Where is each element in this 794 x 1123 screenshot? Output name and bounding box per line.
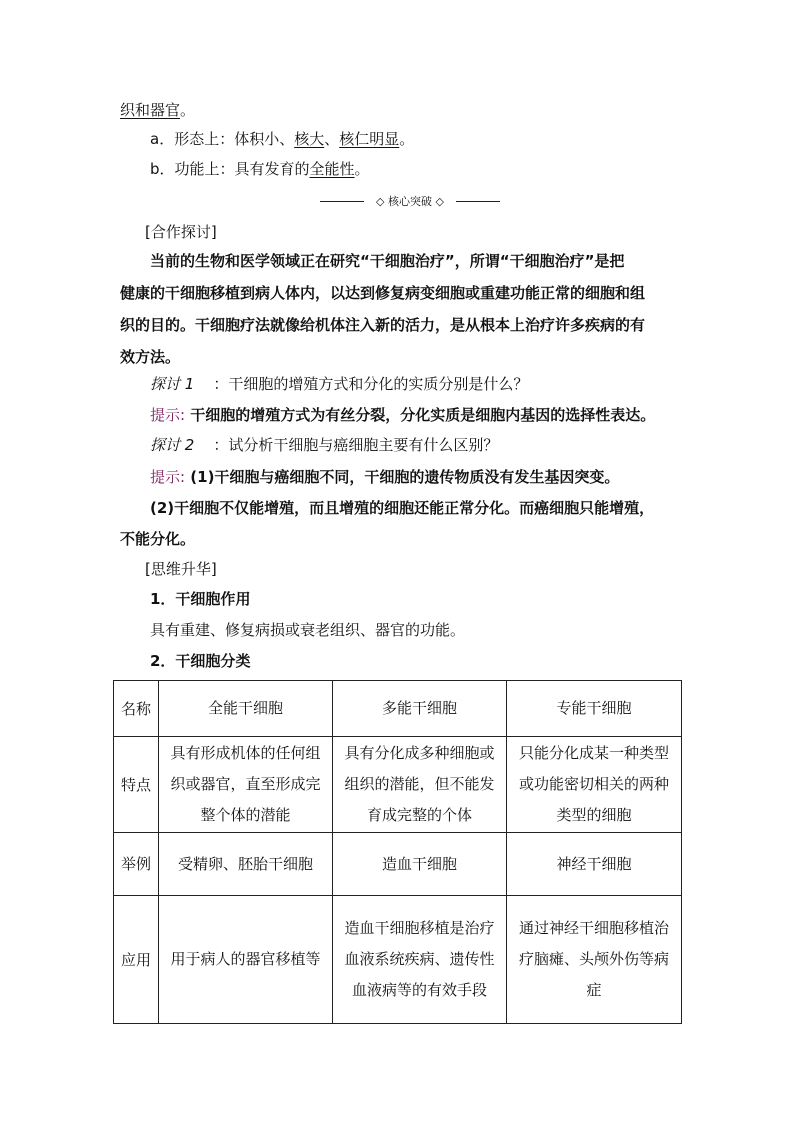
divider-rule-left [320, 201, 364, 202]
answer-2-label: 提示: [150, 468, 186, 486]
table-cell: 通过神经干细胞移植治疗脑瘫、头颅外伤等病症 [507, 896, 682, 1024]
table-cell: 具有形成机体的任何组织或器官，直至形成完整个体的潜能 [159, 737, 333, 833]
question-1-label: 探讨 1 [150, 375, 195, 393]
intro-item-a [150, 127, 414, 151]
intro-a-prefix: a．形态上：体积小、 [150, 130, 295, 148]
answer-2-line-2: (2)干细胞不仅能增殖，而且增殖的细胞还能正常分化。而癌细胞只能增殖， [150, 499, 655, 517]
answer-1 [150, 403, 655, 427]
intro-continuation-end: 。 [180, 101, 196, 119]
divider-rule-right [456, 201, 500, 202]
intro-a-end: 。 [399, 130, 415, 148]
table-header-totipotent: 全能干细胞 [159, 681, 333, 737]
intro-b-end: 。 [354, 160, 370, 178]
answer-2-line-3: 不能分化。 [120, 530, 196, 548]
table-cell: 用于病人的器官移植等 [159, 896, 333, 1024]
intro-continuation [120, 98, 195, 122]
table-cell: 神经干细胞 [507, 833, 682, 896]
table-cell: 受精卵、胚胎干细胞 [159, 833, 333, 896]
discussion-paragraph-line-1: 当前的生物和医学领域正在研究“干细胞治疗”，所谓“干细胞治疗”是把 [150, 252, 625, 270]
question-2-text: ：试分析干细胞与癌细胞主要有什么区别？ [213, 436, 499, 454]
summary-item-1-text: 具有重建、修复病损或衰老组织、器官的功能。 [150, 621, 466, 639]
table-header-row [114, 681, 682, 737]
summary-heading: [思维升华] [145, 560, 217, 578]
summary-item-1-title: 1．干细胞作用 [150, 590, 251, 608]
table-header-name: 名称 [114, 681, 159, 737]
table-row-label-features: 特点 [114, 737, 159, 833]
table-row [114, 896, 682, 1024]
intro-a-sep: 、 [324, 130, 340, 148]
discussion-heading: [合作探讨] [145, 223, 217, 241]
table-cell: 只能分化成某一种类型或功能密切相关的两种类型的细胞 [507, 737, 682, 833]
intro-b-prefix: b．功能上：具有发育的 [150, 160, 310, 178]
answer-2-text: (1)干细胞与癌细胞不同，干细胞的遗传物质没有发生基因突变。 [185, 468, 620, 486]
discussion-paragraph-line-4: 效方法。 [120, 348, 181, 366]
question-2-label: 探讨 2 [150, 436, 195, 454]
answer-1-text: 干细胞的增殖方式为有丝分裂，分化实质是细胞内基因的选择性表达。 [185, 406, 656, 424]
section-divider [320, 192, 500, 212]
intro-a-underlined-1: 核大 [294, 130, 325, 148]
intro-a-underlined-2: 核仁明显 [339, 130, 400, 148]
answer-1-label: 提示: [150, 406, 186, 424]
question-1 [150, 372, 528, 396]
summary-item-2-title: 2．干细胞分类 [150, 652, 251, 670]
discussion-paragraph-line-3: 织的目的。干细胞疗法就像给机体注入新的活力，是从根本上治疗许多疾病的有 [120, 316, 646, 334]
intro-b-underlined: 全能性 [309, 160, 355, 178]
table-row [114, 737, 682, 833]
table-cell: 造血干细胞移植是治疗血液系统疾病、遗传性血液病等的有效手段 [333, 896, 507, 1024]
question-2 [150, 433, 498, 457]
answer-2 [150, 465, 619, 489]
divider-label: ◇ 核心突破 ◇ [376, 195, 444, 208]
table-row [114, 833, 682, 896]
intro-item-b [150, 157, 370, 181]
table-cell: 具有分化成多种细胞或组织的潜能，但不能发育成完整的个体 [333, 737, 507, 833]
intro-continuation-underlined: 织和器官 [120, 101, 181, 119]
table-header-pluripotent: 多能干细胞 [333, 681, 507, 737]
table-header-unipotent: 专能干细胞 [507, 681, 682, 737]
stem-cell-classification-table [113, 680, 682, 1024]
discussion-paragraph-line-2: 健康的干细胞移植到病人体内，以达到修复病变细胞或重建功能正常的细胞和组 [120, 284, 646, 302]
table-row-label-examples: 举例 [114, 833, 159, 896]
table-row-label-applications: 应用 [114, 896, 159, 1024]
table-cell: 造血干细胞 [333, 833, 507, 896]
question-1-text: ：干细胞的增殖方式和分化的实质分别是什么？ [213, 375, 529, 393]
